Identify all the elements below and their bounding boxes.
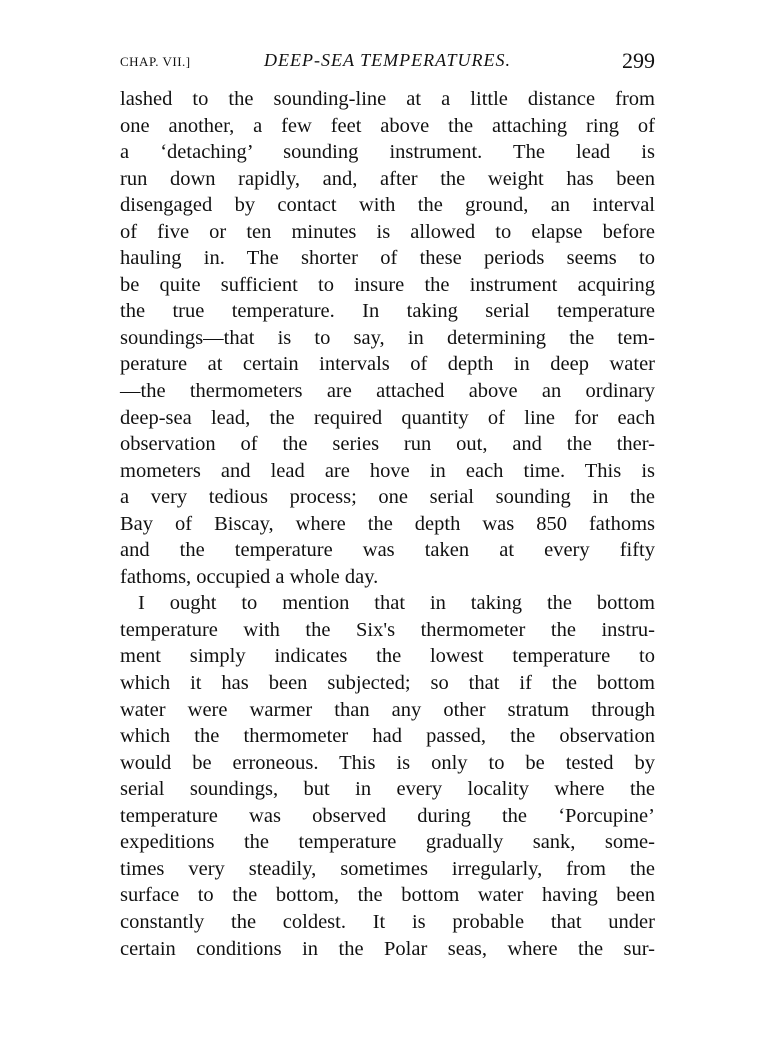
text-line: which it has been subjected; so that if the bottom <box>120 672 655 695</box>
text-line: temperature with the Six's thermometer the instru- <box>120 618 655 641</box>
paragraph-end-line: fathoms, occupied a whole day. <box>120 565 379 588</box>
body-text <box>120 86 655 962</box>
text-line: hauling in. The shorter of these periods seems to <box>120 247 655 270</box>
text-line: observation of the series run out, and the ther- <box>120 433 655 456</box>
text-line: run down rapidly, and, after the weight has been <box>120 167 655 190</box>
paragraph-start-line: I ought to mention that in taking the bottom <box>138 592 655 615</box>
text-line: expeditions the temperature gradually sank, some- <box>120 831 655 854</box>
text-line: and the temperature was taken at every fifty <box>120 539 655 562</box>
text-line: ment simply indicates the lowest temperature to <box>120 645 655 668</box>
text-line: of five or ten minutes is allowed to elapse before <box>120 220 655 243</box>
text-line: serial soundings, but in every locality where the <box>120 778 655 801</box>
text-line: mometers and lead are hove in each time. This is <box>120 459 655 482</box>
running-header <box>120 48 655 78</box>
text-line: the true temperature. In taking serial temperature <box>120 300 655 323</box>
text-line: times very steadily, sometimes irregularly, from the <box>120 857 655 880</box>
chapter-label: CHAP. VII.] <box>120 54 191 69</box>
page-number: 299 <box>622 48 655 73</box>
text-line: temperature was observed during the ‘Porcupine’ <box>120 804 655 827</box>
text-line: deep-sea lead, the required quantity of line for each <box>120 406 655 429</box>
text-line: certain conditions in the Polar seas, where the sur- <box>120 937 655 960</box>
text-line: lashed to the sounding-line at a little distance from <box>120 88 655 110</box>
running-title: DEEP-SEA TEMPERATURES. <box>264 50 511 70</box>
text-line: —the thermometers are attached above an ordinary <box>120 380 655 403</box>
text-line: a very tedious process; one serial sounding in the <box>120 486 655 509</box>
text-line: which the thermometer had passed, the observation <box>120 725 655 748</box>
text-line: constantly the coldest. It is probable that under <box>120 910 655 933</box>
text-line: a ‘detaching’ sounding instrument. The lead is <box>120 141 655 164</box>
text-line: soundings—that is to say, in determining the tem- <box>120 326 655 349</box>
text-line: Bay of Biscay, where the depth was 850 fathoms <box>120 512 655 535</box>
text-line: would be erroneous. This is only to be tested by <box>120 751 655 774</box>
text-line: surface to the bottom, the bottom water having been <box>120 884 655 907</box>
text-line: water were warmer than any other stratum through <box>120 698 655 721</box>
text-line: one another, a few feet above the attaching ring of <box>120 114 655 137</box>
text-line: disengaged by contact with the ground, an interval <box>120 194 655 217</box>
text-line: be quite sufficient to insure the instrument acquiring <box>120 273 655 296</box>
text-line: perature at certain intervals of depth in deep water <box>120 353 655 376</box>
